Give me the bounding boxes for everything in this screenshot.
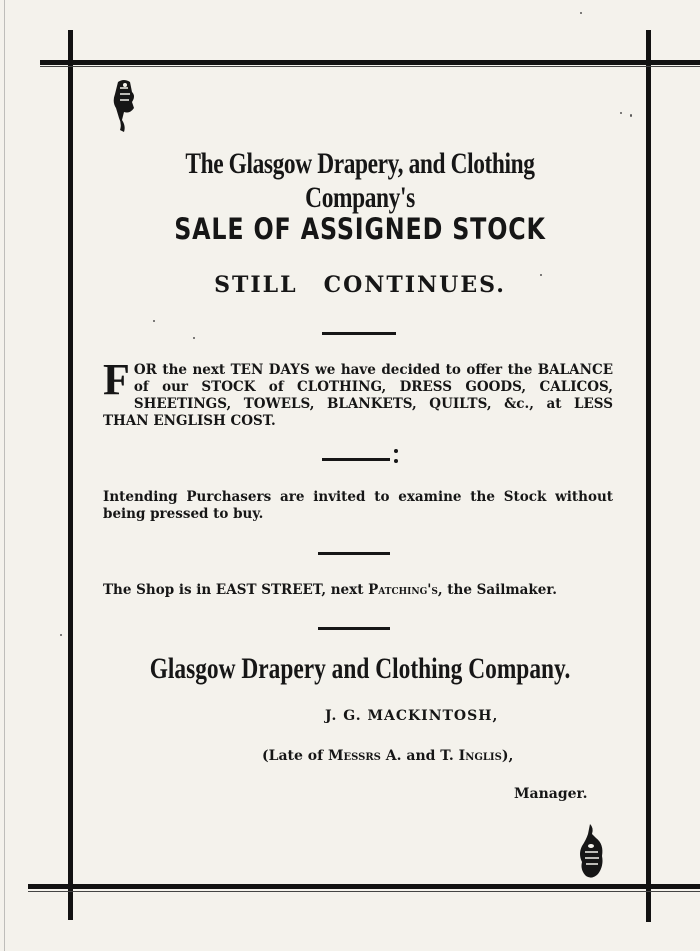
print-speck xyxy=(540,274,542,276)
separator-rule xyxy=(318,627,390,630)
print-speck xyxy=(153,320,155,322)
offer-text: OR the next TEN DAYS we have decided to offer the BALANCE of our STOCK of CLOTHING, DRESS GOODS, CALICOS, SHEETINGS, TOWELS, BLANKETS, QUILTS, &c., at LESS THAN ENGLISH COST. xyxy=(103,362,613,429)
border-top xyxy=(40,60,700,65)
print-speck xyxy=(620,112,622,114)
continues-headline xyxy=(80,272,640,298)
print-speck xyxy=(580,12,582,14)
border-right xyxy=(646,30,651,922)
drop-cap: F xyxy=(103,355,130,404)
page-edge-line xyxy=(4,0,5,951)
border-top-thin xyxy=(40,66,700,67)
separator-colon xyxy=(394,449,399,469)
sale-headline: SALE OF ASSIGNED STOCK xyxy=(174,212,546,246)
print-speck xyxy=(193,337,195,339)
border-bottom-thin xyxy=(28,891,700,892)
signatory-name: J. G. MACKINTOSH, xyxy=(325,708,499,724)
print-speck xyxy=(630,114,632,117)
border-left xyxy=(68,30,73,920)
continues-word-1: STILL xyxy=(214,272,298,298)
purchasers-paragraph: Intending Purchasers are invited to examine the Stock without being pressed to buy. xyxy=(103,489,613,522)
separator-rule xyxy=(318,552,390,555)
shop-location-paragraph: The Shop is in EAST STREET, next Patching's, the Sailmaker. xyxy=(103,582,557,598)
pointing-hand-icon xyxy=(576,822,608,882)
separator-rule xyxy=(322,458,390,461)
company-headline: The Glasgow Drapery, and Clothing Company's xyxy=(185,147,535,214)
continues-word-2: CONTINUES. xyxy=(323,272,506,298)
border-bottom xyxy=(28,884,700,889)
separator-rule xyxy=(322,332,396,335)
pointing-hand-icon xyxy=(110,78,140,134)
print-speck xyxy=(60,634,62,636)
company-signature: Glasgow Drapery and Clothing Company. xyxy=(149,652,571,685)
offer-paragraph xyxy=(103,355,613,430)
former-employer: (Late of Messrs A. and T. Inglis), xyxy=(262,748,514,764)
signatory-title: Manager. xyxy=(514,786,588,802)
